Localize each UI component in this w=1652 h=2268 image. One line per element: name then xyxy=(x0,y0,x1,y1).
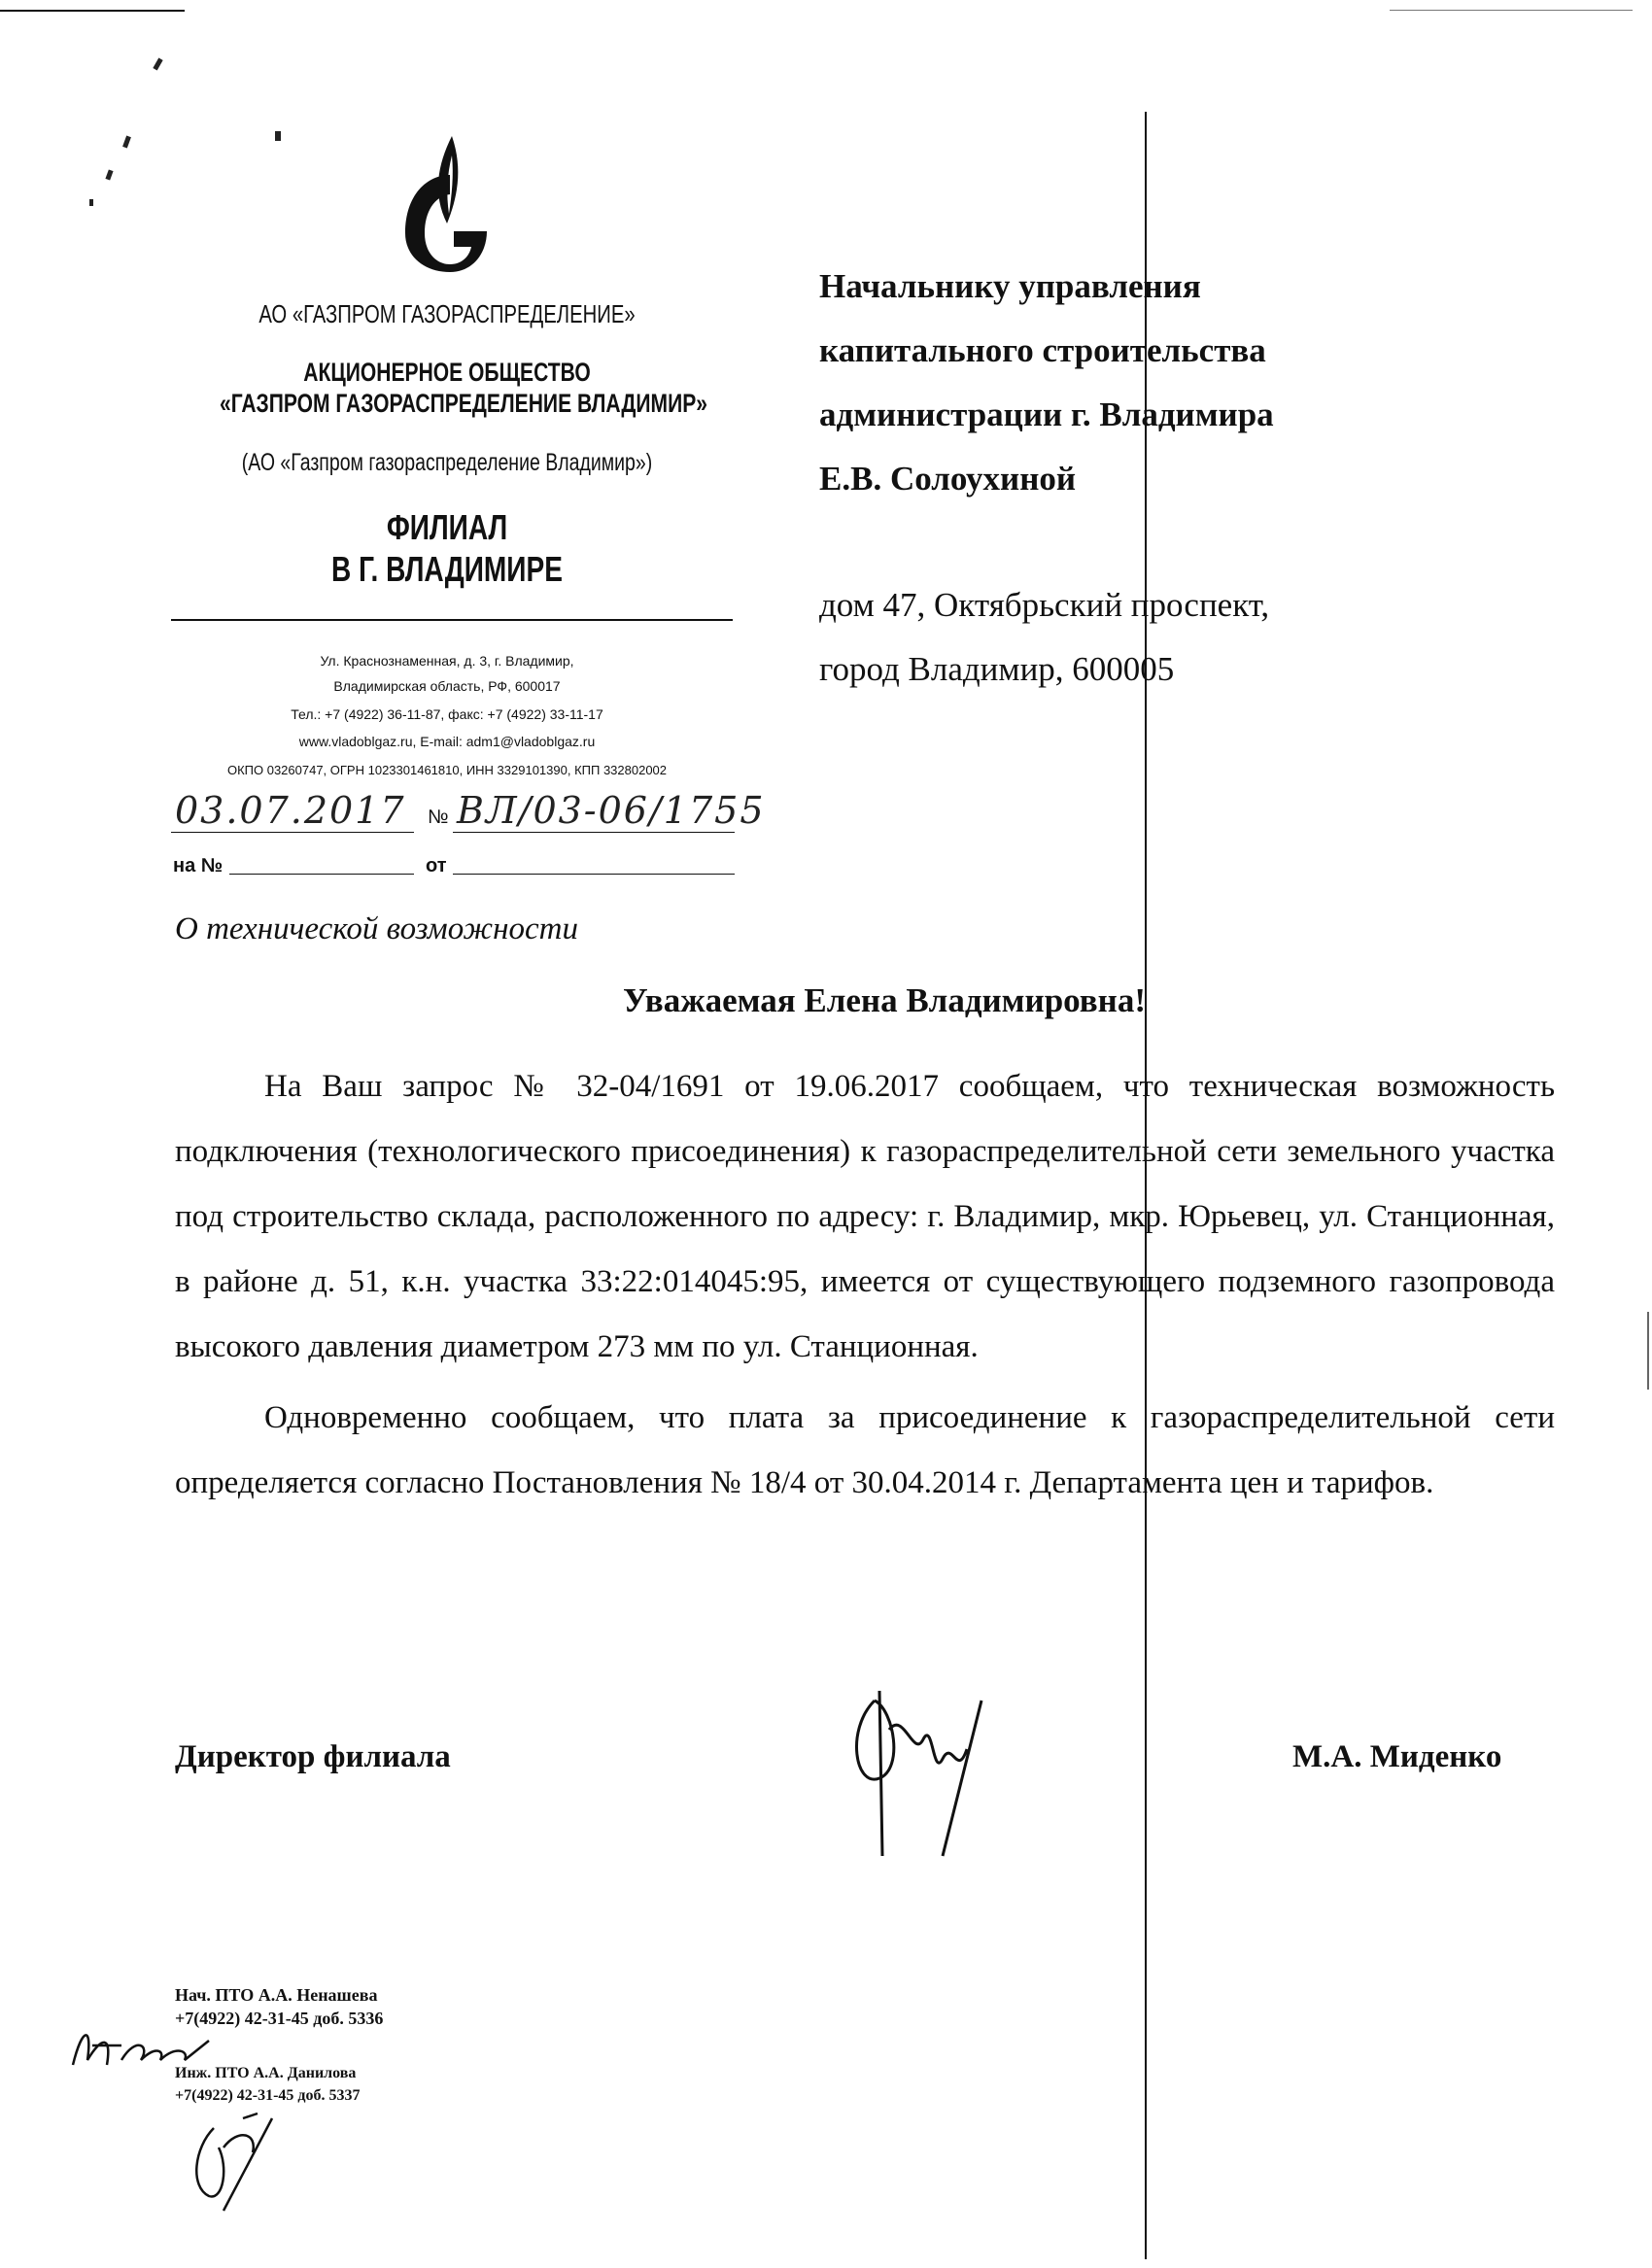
letter-body xyxy=(175,1054,1555,1516)
executor-1-line1: Нач. ПТО А.А. Ненашева xyxy=(175,1985,378,2005)
gazprom-logo xyxy=(394,126,491,272)
recipient-line-2: капитального строительства xyxy=(819,331,1266,369)
company-name: «ГАЗПРОМ ГАЗОРАСПРЕДЕЛЕНИЕ ВЛАДИМИР» xyxy=(220,389,708,418)
ot-label: от xyxy=(426,855,447,876)
contact-address: Ул. Краснознаменная, д. 3, г. Владимир, xyxy=(320,653,574,669)
ref-number: ВЛ/03-06/1755 xyxy=(457,789,766,832)
scan-right-mark xyxy=(1647,1312,1649,1390)
scan-mark-4 xyxy=(89,199,93,206)
ref-number-label: № xyxy=(428,807,449,828)
body-paragraph-1: На Ваш запрос № 32-04/1691 от 19.06.2017 сообщаем, что техническая возможность подключения (технологического присоединения) к газораспределительной сети земельного участка под строительство склада, расположенного по адресу: г. Владимир, мкр. Юрьевец, ул. Станционная, в районе д. 51, к.н. участка 33:22:014045:95, имеется от существующего подземного газопровода высокого давления диаметром 273 мм по ул. Станционная. xyxy=(175,1069,1555,1364)
body-paragraph-2: Одновременно сообщаем, что плата за присоединение к газораспределительной сети определяется согласно Постановления № 18/4 от 30.04.2014 г. Департамента цен и тарифов. xyxy=(175,1400,1555,1500)
letter-subject: О технической возможности xyxy=(175,911,578,946)
contact-phone: Тел.: +7 (4922) 36-11-87, факс: +7 (4922) 33-11-17 xyxy=(291,706,603,722)
ref-date: 03.07.2017 xyxy=(175,789,406,832)
scan-mark-2 xyxy=(122,136,131,149)
na-no-label: на № xyxy=(173,855,224,876)
ref-date-underline xyxy=(171,832,414,833)
signatory-name: М.А. Миденко xyxy=(1292,1739,1502,1774)
company-short-name: (АО «Газпром газораспределение Владимир») xyxy=(241,449,653,476)
ref-number-underline xyxy=(453,832,735,833)
recipient-line-3: администрации г. Владимира xyxy=(819,395,1274,433)
contact-web: www.vladoblgaz.ru, E-mail: adm1@vladoblgaz.ru xyxy=(298,734,596,749)
recipient-line-4: Е.В. Солоухиной xyxy=(819,460,1077,498)
recipient-address-1: дом 47, Октябрьский проспект, xyxy=(819,586,1270,624)
ot-underline xyxy=(453,874,735,875)
scan-mark-1 xyxy=(153,58,162,71)
org-group: АО «ГАЗПРОМ ГАЗОРАСПРЕДЕЛЕНИЕ» xyxy=(258,299,636,328)
recipient-line-1: Начальнику управления xyxy=(819,267,1201,305)
recipient-address-2: город Владимир, 600005 xyxy=(819,650,1175,688)
branch-title-line2: В Г. ВЛАДИМИРЕ xyxy=(331,549,563,589)
scan-top-right-line xyxy=(1390,10,1633,11)
branch-title-line1: ФИЛИАЛ xyxy=(386,507,508,547)
contact-codes: ОКПО 03260747, ОГРН 1023301461810, ИНН 3329101390, КПП 332802002 xyxy=(226,763,668,777)
company-type: АКЦИОНЕРНОЕ ОБЩЕСТВО xyxy=(303,358,591,387)
greeting: Уважаемая Елена Владимировна! xyxy=(622,981,1147,1019)
executor-2-line2: +7(4922) 42-31-45 доб. 5337 xyxy=(175,2087,361,2104)
letterhead-divider xyxy=(171,619,733,621)
executor-2-line1: Инж. ПТО А.А. Данилова xyxy=(175,2065,357,2081)
executor-1-line2: +7(4922) 42-31-45 доб. 5336 xyxy=(175,2009,384,2028)
executor-1-signature xyxy=(63,2016,228,2084)
contact-region: Владимирская область, РФ, 600017 xyxy=(333,678,561,694)
executor-2-signature xyxy=(185,2109,301,2216)
na-no-underline xyxy=(229,874,414,875)
signatory-position: Директор филиала xyxy=(175,1739,451,1774)
scan-mark-3 xyxy=(105,169,113,180)
director-signature xyxy=(836,1671,1011,1866)
scan-top-line xyxy=(0,10,185,12)
scan-mark-5 xyxy=(275,131,281,141)
